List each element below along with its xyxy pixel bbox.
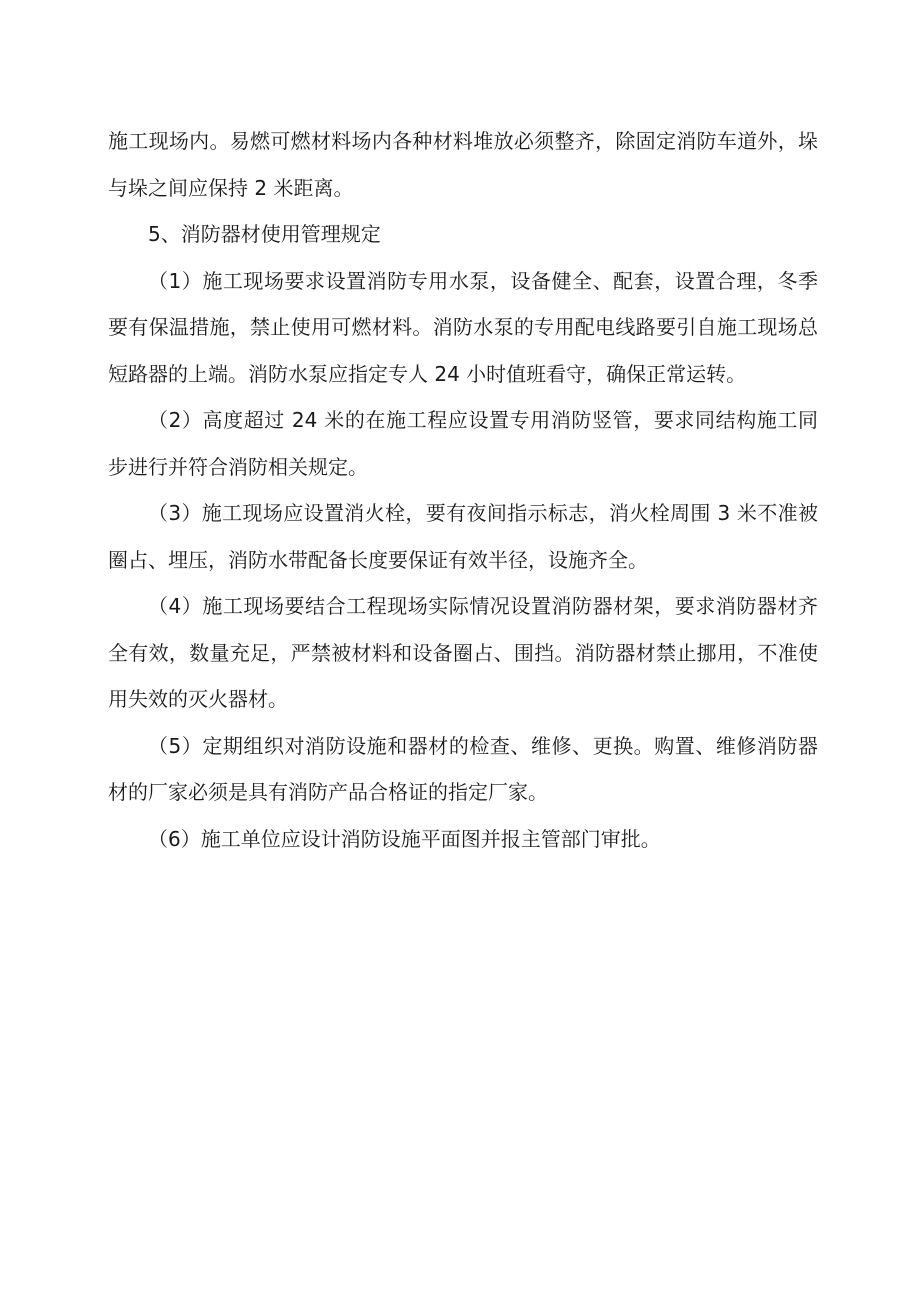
paragraph-item-3: （3）施工现场应设置消火栓，要有夜间指示标志，消火栓周围 3 米不准被圈占、埋压，消防水带配备长度要保证有效半径，设施齐全。 [108,501,818,572]
section-heading-5: 5、消防器材使用管理规定 [148,222,381,246]
paragraph-item-5: （5）定期组织对消防设施和器材的检查、维修、更换。购置、维修消防器材的厂家必须是具有消防产品合格证的指定厂家。 [108,733,818,804]
paragraph-item-4: （4）施工现场要结合工程现场实际情况设置消防器材架，要求消防器材齐全有效，数量充足，严禁被材料和设备圈占、围挡。消防器材禁止挪用，不准使用失效的灭火器材。 [108,594,818,711]
document-body [108,118,818,862]
paragraph-item-2: （2）高度超过 24 米的在施工程应设置专用消防竖管，要求同结构施工同步进行并符合消防相关规定。 [108,408,818,479]
paragraph-item-1: （1）施工现场要求设置消防专用水泵，设备健全、配套，设置合理，冬季要有保温措施，禁止使用可燃材料。消防水泵的专用配电线路要引自施工现场总短路器的上端。消防水泵应指定专人 24 小时值班看守，确保正常运转。 [108,268,818,386]
paragraph-item-6: （6）施工单位应设计消防设施平面图并报主管部门审批。 [148,826,661,851]
paragraph-continuation: 施工现场内。易燃可燃材料场内各种材料堆放必须整齐，除固定消防车道外，垛与垛之间应保持 2 米距离。 [108,129,818,200]
